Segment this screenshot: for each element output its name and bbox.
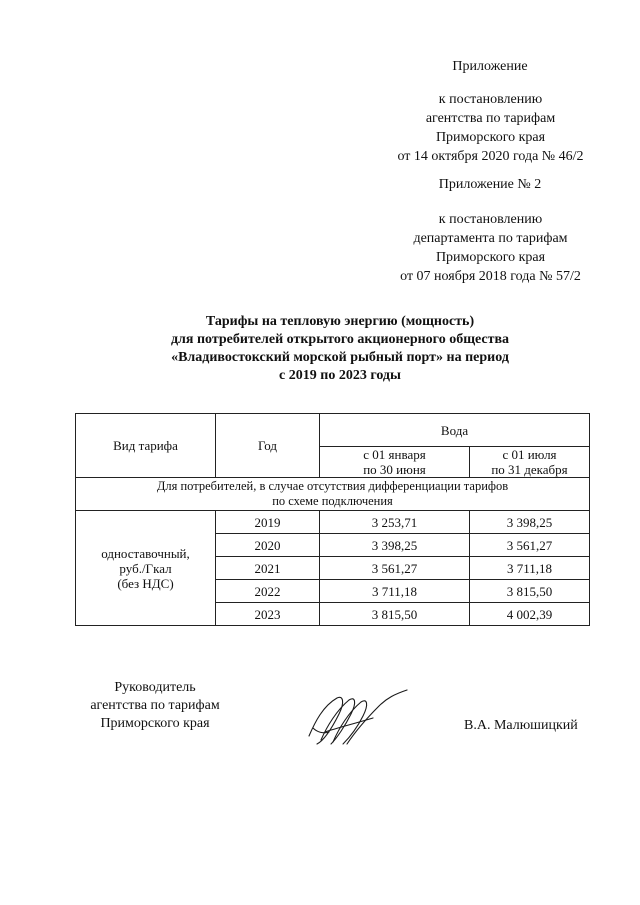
year-cell: 2019 (216, 511, 320, 534)
year-cell: 2022 (216, 580, 320, 603)
tariff-type-line: руб./Гкал (119, 560, 172, 576)
signer-name-text: В.А. Малюшицкий (464, 718, 578, 733)
year-cell: 2023 (216, 603, 320, 626)
signer-title-line: Руководитель (114, 680, 196, 695)
tariff-table (75, 413, 590, 626)
signer-title (70, 679, 240, 733)
reference-line: к постановлению (438, 92, 543, 107)
half1-value: 3 561,27 (320, 557, 470, 580)
reference-line: агентства по тарифам (425, 111, 556, 126)
title-line: для потребителей открытого акционерного общества (170, 332, 510, 347)
header-year: Год (216, 414, 320, 478)
tariff-type-line: (без НДС) (117, 575, 174, 591)
signer-title-line: агентства по тарифам (90, 698, 220, 713)
appendix-reference (383, 90, 598, 166)
half2-value: 3 815,50 (470, 580, 590, 603)
signature-image (303, 688, 413, 750)
section-line: Для потребителей, в случае отсутствия дифференциации тарифов (156, 479, 509, 493)
header-period-1 (320, 447, 470, 478)
tariff-type-line: одноставочный, (101, 545, 190, 561)
reference-line: от 14 октября 2020 года № 46/2 (397, 149, 584, 164)
year-cell: 2020 (216, 534, 320, 557)
half1-value: 3 815,50 (320, 603, 470, 626)
header-water: Вода (320, 414, 590, 447)
half2-value: 3 561,27 (470, 534, 590, 557)
section-heading (76, 478, 590, 511)
period-2-end: по 31 декабря (491, 462, 568, 477)
reference-line: Приморского края (435, 130, 546, 145)
half1-value: 3 711,18 (320, 580, 470, 603)
half1-value: 3 253,71 (320, 511, 470, 534)
appendix2-title-text: Приложение № 2 (438, 177, 542, 192)
half2-value: 3 398,25 (470, 511, 590, 534)
period-1-end: по 30 июня (363, 462, 426, 477)
table-header-row (76, 414, 590, 447)
reference-line: Приморского края (435, 250, 546, 265)
signer-name (464, 716, 594, 735)
reference-line: к постановлению (438, 212, 543, 227)
header-period-2 (470, 447, 590, 478)
half2-value: 3 711,18 (470, 557, 590, 580)
year-cell: 2021 (216, 557, 320, 580)
header-tariff-type: Вид тарифа (76, 414, 216, 478)
appendix-title (430, 57, 550, 76)
title-line: «Владивостокский морской рыбный порт» на период (171, 350, 509, 365)
signer-title-line: Приморского края (100, 716, 210, 731)
table-row (76, 511, 590, 534)
appendix2-reference (383, 210, 598, 286)
section-row (76, 478, 590, 511)
appendix-title-text: Приложение (452, 59, 528, 74)
reference-line: от 07 ноября 2018 года № 57/2 (400, 269, 581, 284)
half1-value: 3 398,25 (320, 534, 470, 557)
document-title (120, 313, 560, 385)
tariff-type-cell (76, 511, 216, 626)
section-line: по схеме подключения (272, 494, 393, 508)
period-1-start: с 01 января (363, 447, 426, 462)
title-line: Тарифы на тепловую энергию (мощность) (205, 314, 475, 329)
title-line: с 2019 по 2023 годы (279, 368, 401, 383)
period-2-start: с 01 июля (502, 447, 557, 462)
reference-line: департамента по тарифам (413, 231, 568, 246)
half2-value: 4 002,39 (470, 603, 590, 626)
appendix2-title (420, 175, 560, 194)
